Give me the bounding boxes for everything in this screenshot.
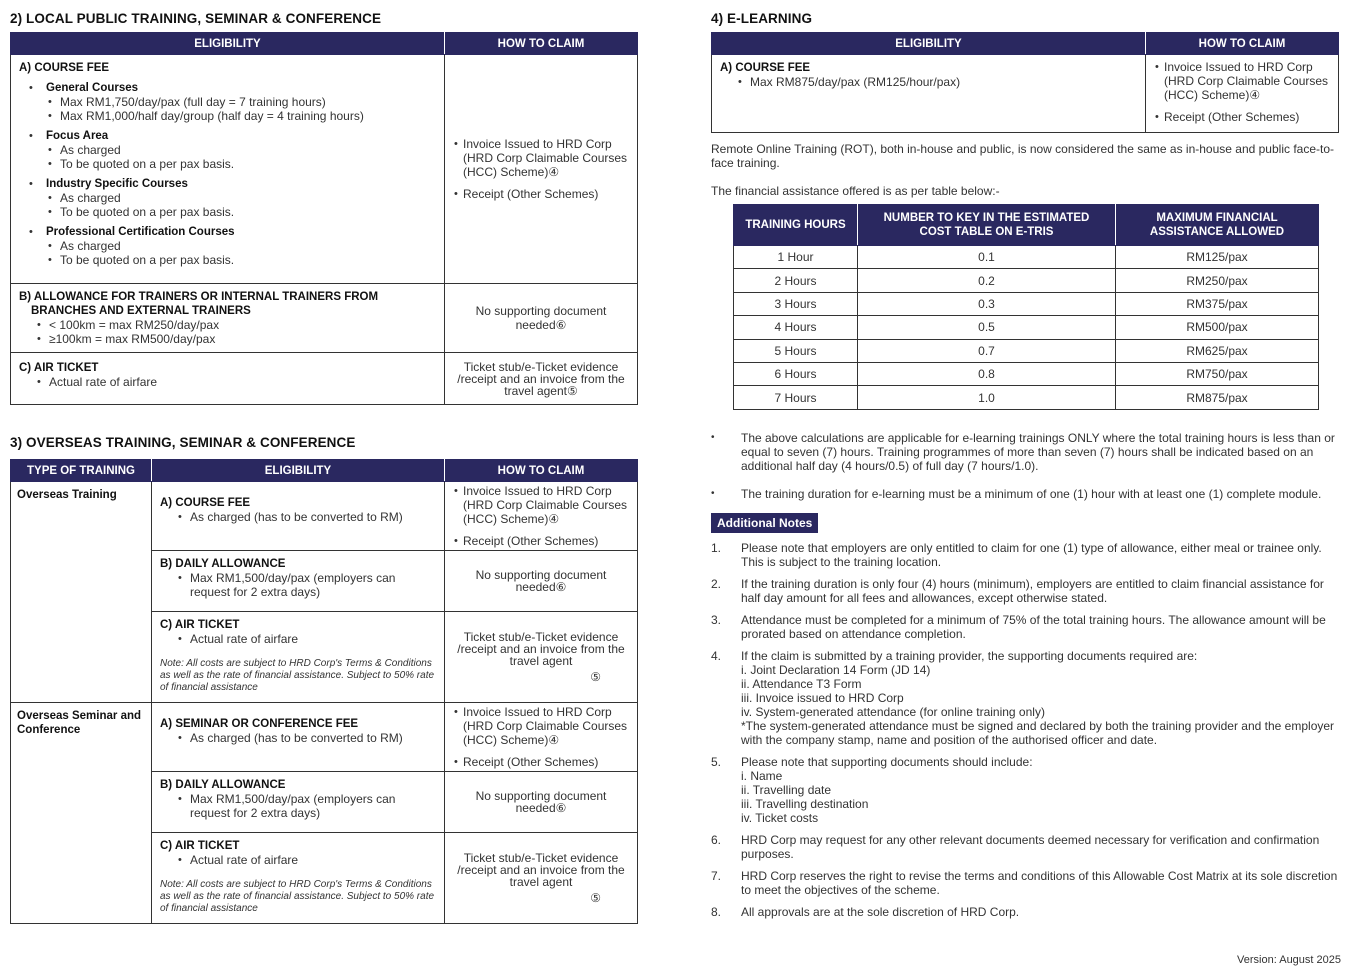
- claim-footnote-mark: ⑤: [590, 891, 601, 905]
- note-item: [711, 869, 1339, 897]
- claim-footnote-mark: ⑤: [590, 670, 601, 684]
- note-line: All approvals are at the sole discretion of HRD Corp.: [741, 904, 1020, 919]
- section-2-title: 2) LOCAL PUBLIC TRAINING, SEMINAR & CONFERENCE: [10, 11, 382, 26]
- claim-list: [454, 705, 629, 769]
- course-fee-claim: [445, 55, 638, 284]
- claim-text: Ticket stub/e-Ticket evidence /receipt and an invoice from the travel agent: [457, 851, 625, 889]
- etris-number-cell: 0.1: [858, 246, 1116, 269]
- course-group-items: [46, 143, 436, 171]
- col-header-eligibility: ELIGIBILITY: [712, 33, 1146, 55]
- right-column: [711, 0, 1339, 927]
- course-fee-eligibility: [11, 55, 445, 284]
- claim-cell: [445, 703, 638, 772]
- max-assistance-cell: RM500/pax: [1116, 316, 1319, 339]
- table-row-course-fee: [712, 55, 1339, 133]
- eligibility-item: • Max RM1,500/day/pax (employers can request for 2 extra days): [176, 571, 436, 599]
- air-ticket-title: C) AIR TICKET: [19, 362, 99, 374]
- course-fee-item: • Max RM875/day/pax (RM125/hour/pax): [736, 75, 1137, 89]
- table-row: [11, 703, 638, 772]
- air-ticket-item: • Actual rate of airfare: [35, 375, 436, 389]
- eligibility-cell: [152, 551, 445, 612]
- course-fee-title: A) COURSE FEE: [19, 62, 110, 74]
- e-learning-bullet: • The above calculations are applicable for e-learning trainings ONLY where the total training hours is less than or equal to seven (7) hours. Training programmes of more than seven (7) hours shall be indicated based on an additional half day (4 hours/0.5) of full day (7 hours/1.0).: [711, 431, 1339, 473]
- claim-cell: [445, 833, 638, 924]
- eligibility-items: [160, 731, 436, 745]
- etris-number-cell: 1.0: [858, 386, 1116, 409]
- note-item: [711, 833, 1339, 861]
- allowance-claim: No supporting document needed⑥: [445, 284, 638, 353]
- allowance-items: [19, 318, 436, 346]
- air-ticket-eligibility: [11, 353, 445, 405]
- etris-number-cell: 0.3: [858, 292, 1116, 315]
- eligibility-items: [160, 853, 436, 867]
- course-fee-groups: [19, 81, 436, 267]
- hours-row: [734, 362, 1319, 385]
- eligibility-items: [160, 632, 436, 646]
- course-fee-title: A) COURSE FEE: [720, 62, 811, 74]
- note-line: iv. Ticket costs: [741, 810, 819, 825]
- hours-row: [734, 316, 1319, 339]
- note-item: [711, 649, 1339, 747]
- training-hours-cell: 3 Hours: [734, 292, 858, 315]
- note-number: 7.: [711, 868, 722, 883]
- course-group: [19, 129, 436, 171]
- eligibility-item: • As charged (has to be converted to RM): [176, 731, 436, 745]
- course-group-item: • To be quoted on a per pax basis.: [46, 205, 436, 219]
- course-group-items: [46, 239, 436, 267]
- claim-item: • Invoice Issued to HRD Corp (HRD Corp Claimable Courses (HCC) Scheme)④: [454, 705, 629, 747]
- col-header-how-to-claim: HOW TO CLAIM: [445, 460, 638, 482]
- table-row: [11, 482, 638, 551]
- note-number: 3.: [711, 612, 722, 627]
- section-4-title: 4) E-LEARNING: [711, 11, 813, 26]
- col-header-number-to-key-in: NUMBER TO KEY IN THE ESTIMATED COST TABLE ON E-TRIS: [858, 205, 1116, 246]
- claim-text: Ticket stub/e-Ticket evidence /receipt and an invoice from the travel agent: [457, 630, 625, 668]
- eligibility-item: • Actual rate of airfare: [176, 632, 436, 646]
- etris-number-cell: 0.5: [858, 316, 1116, 339]
- col-header-how-to-claim: HOW TO CLAIM: [1146, 33, 1339, 55]
- course-group-item: • As charged: [46, 239, 436, 253]
- training-type-cell: Overseas Seminar and Conference: [11, 703, 152, 924]
- allowance-eligibility: [11, 284, 445, 353]
- course-group-name: • Professional Certification Courses: [46, 226, 235, 238]
- note-number: 1.: [711, 540, 722, 555]
- table-row-air-ticket: [11, 353, 638, 405]
- rot-paragraph: Remote Online Training (ROT), both in-house and public, is now considered the same as in-house and public face-to-face training.: [711, 142, 1334, 170]
- training-hours-cell: 2 Hours: [734, 269, 858, 292]
- financial-assistance-intro: The financial assistance offered is as per table below:-: [711, 184, 1000, 198]
- claim-cell: [445, 482, 638, 551]
- course-fee-items: [720, 75, 1137, 89]
- eligibility-cell: [152, 833, 445, 924]
- table-row-course-fee: [11, 55, 638, 284]
- eligibility-title: C) AIR TICKET: [160, 840, 240, 852]
- training-hours-cell: 1 Hour: [734, 246, 858, 269]
- eligibility-title: C) AIR TICKET: [160, 619, 240, 631]
- max-assistance-cell: RM125/pax: [1116, 246, 1319, 269]
- note-line: Attendance must be completed for a minimum of 75% of the total training hours. The allowance amount will be prorated based on attendance completion.: [741, 612, 1326, 641]
- note-line: HRD Corp may request for any other relevant documents deemed necessary for verification and confirmation purposes.: [741, 832, 1320, 861]
- note-number: 5.: [711, 754, 722, 769]
- note-line: iv. System-generated attendance (for online training only): [741, 704, 1045, 719]
- eligibility-items: [160, 571, 436, 599]
- hours-row: [734, 386, 1319, 409]
- claim-text: No supporting document needed⑥: [475, 568, 607, 594]
- note-item: [711, 755, 1339, 825]
- course-group-item: • As charged: [46, 143, 436, 157]
- eligibility-title: B) DAILY ALLOWANCE: [160, 558, 286, 570]
- eligibility-cell: [152, 703, 445, 772]
- claim-item: • Receipt (Other Schemes): [454, 534, 629, 548]
- eligibility-title: A) COURSE FEE: [160, 497, 251, 509]
- note-line: iii. Invoice issued to HRD Corp: [741, 690, 904, 705]
- overseas-training-table: [10, 459, 638, 924]
- hours-row: [734, 292, 1319, 315]
- course-group-item: • Max RM1,000/half day/group (half day = 4 training hours): [46, 109, 436, 123]
- max-assistance-cell: RM750/pax: [1116, 362, 1319, 385]
- course-group-name: • Industry Specific Courses: [46, 178, 188, 190]
- note-line: HRD Corp reserves the right to revise the terms and conditions of this Allowable Cost Matrix at its sole discretion to meet the objectives of the scheme.: [741, 868, 1338, 897]
- course-group: [19, 177, 436, 219]
- note-number: 2.: [711, 576, 722, 591]
- note-line: Please note that employers are only entitled to claim for one (1) type of allowance, either meal or trainee only. This is subject to the training location.: [741, 540, 1322, 569]
- eligibility-title: A) SEMINAR OR CONFERENCE FEE: [160, 718, 359, 730]
- note-line: i. Name: [741, 768, 783, 783]
- local-public-training-table: [10, 32, 638, 405]
- section-3-title: 3) OVERSEAS TRAINING, SEMINAR & CONFERENCE: [10, 435, 356, 450]
- max-assistance-cell: RM250/pax: [1116, 269, 1319, 292]
- additional-notes-badge: Additional Notes: [711, 513, 818, 533]
- course-fee-eligibility: [712, 55, 1146, 133]
- claim-item: • Receipt (Other Schemes): [454, 755, 629, 769]
- eligibility-items: [160, 510, 436, 524]
- eligibility-title: B) DAILY ALLOWANCE: [160, 779, 286, 791]
- air-ticket-items: [19, 375, 436, 389]
- table-row-allowance: [11, 284, 638, 353]
- claim-item: • Receipt (Other Schemes): [454, 187, 629, 201]
- note-number: 8.: [711, 904, 722, 919]
- col-header-training-hours: TRAINING HOURS: [734, 205, 858, 246]
- training-hours-cell: 7 Hours: [734, 386, 858, 409]
- max-assistance-cell: RM375/pax: [1116, 292, 1319, 315]
- etris-number-cell: 0.2: [858, 269, 1116, 292]
- allowance-title: B) ALLOWANCE FOR TRAINERS OR INTERNAL TRAINERS FROM BRANCHES AND EXTERNAL TRAINERS: [19, 291, 379, 317]
- claim-item: • Receipt (Other Schemes): [1155, 110, 1330, 124]
- left-column: [10, 0, 638, 924]
- version-label: Version: August 2025: [1237, 954, 1341, 966]
- e-learning-bullets: [711, 431, 1339, 501]
- training-hours-cell: 5 Hours: [734, 339, 858, 362]
- eligibility-items: [160, 792, 436, 820]
- note-number: 6.: [711, 832, 722, 847]
- course-group: [19, 225, 436, 267]
- terms-note: Note: All costs are subject to HRD Corp's Terms & Conditions as well as the rate of financial assistance. Subject to 50% rate of financial assistance: [160, 879, 435, 914]
- etris-number-cell: 0.7: [858, 339, 1116, 362]
- course-group-items: [46, 191, 436, 219]
- eligibility-item: • Max RM1,500/day/pax (employers can request for 2 extra days): [176, 792, 436, 820]
- course-group-item: • To be quoted on a per pax basis.: [46, 253, 436, 267]
- terms-note: Note: All costs are subject to HRD Corp's Terms & Conditions as well as the rate of financial assistance. Subject to 50% rate of financial assistance: [160, 658, 435, 693]
- hours-row: [734, 269, 1319, 292]
- eligibility-cell: [152, 772, 445, 833]
- eligibility-cell: [152, 612, 445, 703]
- course-group-item: • Max RM1,750/day/pax (full day = 7 training hours): [46, 95, 436, 109]
- course-group-name: • General Courses: [46, 82, 139, 94]
- additional-notes-list: [711, 541, 1339, 919]
- claim-item: • Invoice Issued to HRD Corp (HRD Corp Claimable Courses (HCC) Scheme)④: [1155, 60, 1330, 102]
- claim-list: [1155, 60, 1330, 124]
- additional-notes-heading: [711, 513, 1339, 533]
- course-group-items: [46, 95, 436, 123]
- col-header-eligibility: ELIGIBILITY: [11, 33, 445, 55]
- allowance-item: • < 100km = max RM250/day/pax: [35, 318, 436, 332]
- claim-cell: [445, 772, 638, 833]
- course-group: [19, 81, 436, 123]
- note-line: ii. Attendance T3 Form: [741, 676, 862, 691]
- max-assistance-cell: RM875/pax: [1116, 386, 1319, 409]
- claim-cell: [445, 612, 638, 703]
- claim-item: • Invoice Issued to HRD Corp (HRD Corp Claimable Courses (HCC) Scheme)④: [454, 137, 629, 179]
- course-fee-claim: [1146, 55, 1339, 133]
- claim-list: [454, 137, 629, 201]
- e-learning-table: [711, 32, 1339, 133]
- e-learning-bullet: • The training duration for e-learning must be a minimum of one (1) hour with at least one (1) complete module.: [711, 487, 1339, 501]
- eligibility-cell: [152, 482, 445, 551]
- note-item: [711, 613, 1339, 641]
- claim-text: No supporting document needed⑥: [475, 789, 607, 815]
- eligibility-item: • As charged (has to be converted to RM): [176, 510, 436, 524]
- claim-cell: [445, 551, 638, 612]
- note-item: [711, 541, 1339, 569]
- air-ticket-claim: Ticket stub/e-Ticket evidence /receipt and an invoice from the travel agent⑤: [445, 353, 638, 405]
- max-assistance-cell: RM625/pax: [1116, 339, 1319, 362]
- claim-item: • Invoice Issued to HRD Corp (HRD Corp Claimable Courses (HCC) Scheme)④: [454, 484, 629, 526]
- note-item: [711, 577, 1339, 605]
- hours-row: [734, 339, 1319, 362]
- hours-row: [734, 246, 1319, 269]
- col-header-type-of-training: TYPE OF TRAINING: [11, 460, 152, 482]
- note-line: If the claim is submitted by a training provider, the supporting documents required are:: [741, 648, 1198, 663]
- etris-number-cell: 0.8: [858, 362, 1116, 385]
- training-hours-cell: 6 Hours: [734, 362, 858, 385]
- course-group-name: • Focus Area: [46, 130, 109, 142]
- eligibility-item: • Actual rate of airfare: [176, 853, 436, 867]
- col-header-eligibility: ELIGIBILITY: [152, 460, 445, 482]
- col-header-how-to-claim: HOW TO CLAIM: [445, 33, 638, 55]
- note-line: iii. Travelling destination: [741, 796, 869, 811]
- course-group-item: • To be quoted on a per pax basis.: [46, 157, 436, 171]
- col-header-max-financial-assistance: MAXIMUM FINANCIAL ASSISTANCE ALLOWED: [1116, 205, 1319, 246]
- claim-list: [454, 484, 629, 548]
- note-line: ii. Travelling date: [741, 782, 832, 797]
- training-hours-cell: 4 Hours: [734, 316, 858, 339]
- note-item: [711, 905, 1339, 919]
- note-line: i. Joint Declaration 14 Form (JD 14): [741, 662, 931, 677]
- note-line: Please note that supporting documents should include:: [741, 754, 1033, 769]
- course-group-item: • As charged: [46, 191, 436, 205]
- note-line: If the training duration is only four (4) hours (minimum), employers are entitled to claim financial assistance for half day amount for all fees and allowances, except otherwise stated.: [741, 576, 1324, 605]
- note-line: *The system-generated attendance must be signed and declared by both the training provider and the employer with the company stamp, name and position of the authorised officer and date.: [741, 718, 1335, 747]
- training-type-cell: Overseas Training: [11, 482, 152, 703]
- training-hours-table: [733, 204, 1319, 410]
- note-number: 4.: [711, 648, 722, 663]
- allowance-item: • ≥100km = max RM500/day/pax: [35, 332, 436, 346]
